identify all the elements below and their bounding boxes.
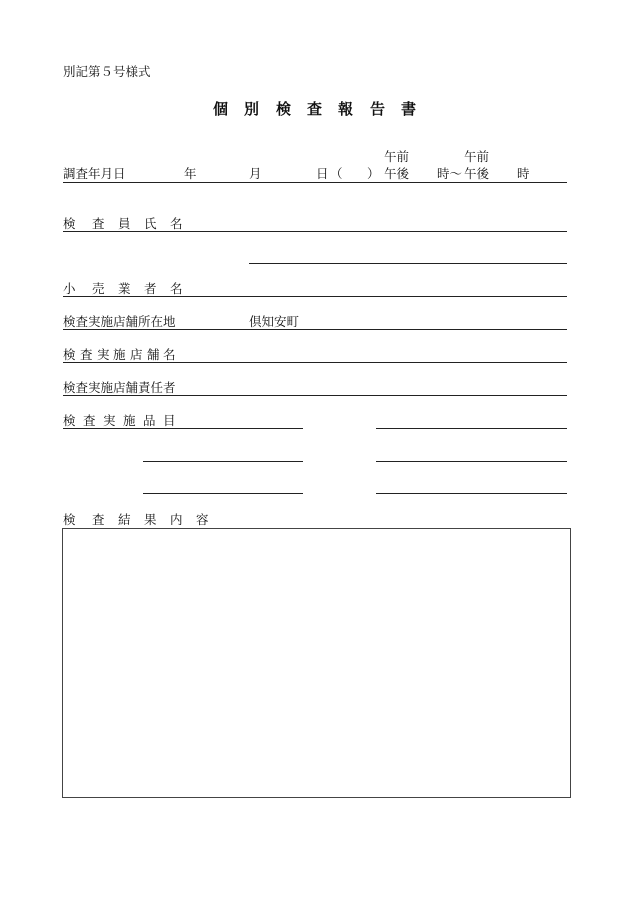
title-char: 査 xyxy=(307,100,323,118)
store-name-label-char: 検 xyxy=(63,347,76,362)
inspector-label-char: 員 xyxy=(118,216,131,231)
pm-label-1: 午後 xyxy=(384,166,410,181)
store-location-label: 検査実施店舗所在地 xyxy=(63,314,176,329)
retailer-label-char: 者 xyxy=(144,281,157,296)
store-name-label-char: 店 xyxy=(130,347,143,362)
store-location-value: 倶知安町 xyxy=(249,314,300,329)
day-unit: 日 xyxy=(316,166,329,181)
store-name-label-char: 舗 xyxy=(147,347,160,362)
retailer-label-char: 売 xyxy=(92,281,105,296)
retailer-name-underline xyxy=(63,296,567,297)
results-label-char: 査 xyxy=(92,512,105,527)
hour-end-label: 時 xyxy=(517,166,530,181)
item-line-left-2 xyxy=(143,461,303,462)
inspection-results-box[interactable] xyxy=(62,528,571,798)
weekday-paren-close: ） xyxy=(367,166,380,181)
item-line-right-3 xyxy=(376,493,567,494)
item-line-left-3 xyxy=(143,493,303,494)
results-label-char: 検 xyxy=(63,512,76,527)
items-label-char: 目 xyxy=(163,413,176,428)
results-label-char: 内 xyxy=(170,512,183,527)
hour-to-label: 時～ xyxy=(437,166,463,181)
store-name-label-char: 名 xyxy=(163,347,176,362)
items-label-char: 施 xyxy=(123,413,136,428)
title-char: 検 xyxy=(276,100,292,118)
title-char: 個 xyxy=(213,100,229,118)
store-name-label-char: 施 xyxy=(113,347,126,362)
store-manager-label: 検査実施店舗責任者 xyxy=(63,380,176,395)
am-label-2: 午前 xyxy=(464,149,490,164)
pm-label-2: 午後 xyxy=(464,166,490,181)
store-name-underline xyxy=(63,362,567,363)
form-number: 別記第５号様式 xyxy=(63,64,151,79)
results-label-char: 結 xyxy=(118,512,131,527)
inspector-label-char: 査 xyxy=(92,216,105,231)
year-unit: 年 xyxy=(184,166,197,181)
store-name-label-char: 実 xyxy=(97,347,110,362)
items-label-char: 実 xyxy=(103,413,116,428)
item-line-right-2 xyxy=(376,461,567,462)
inspector-label-char: 名 xyxy=(170,216,183,231)
am-label-1: 午前 xyxy=(384,149,410,164)
results-label-char: 容 xyxy=(196,512,209,527)
survey-date-underline xyxy=(63,182,567,183)
item-line-left-1 xyxy=(63,428,303,429)
month-unit: 月 xyxy=(249,166,262,181)
store-name-label-char: 査 xyxy=(80,347,93,362)
item-line-right-1 xyxy=(376,428,567,429)
results-label-char: 果 xyxy=(144,512,157,527)
weekday-paren-open: （ xyxy=(330,166,343,181)
items-label-char: 品 xyxy=(143,413,156,428)
inspector-label-char: 氏 xyxy=(144,216,157,231)
inspector-label-char: 検 xyxy=(63,216,76,231)
title-char: 別 xyxy=(244,100,260,118)
items-label-char: 検 xyxy=(63,413,76,428)
retailer-label-char: 名 xyxy=(170,281,183,296)
survey-date-label: 調査年月日 xyxy=(63,166,126,181)
title-char: 書 xyxy=(401,100,417,118)
inspector-name-underline-2 xyxy=(249,263,567,264)
items-label-char: 査 xyxy=(83,413,96,428)
retailer-label-char: 小 xyxy=(63,281,76,296)
title-char: 告 xyxy=(370,100,386,118)
retailer-label-char: 業 xyxy=(118,281,131,296)
title-char: 報 xyxy=(338,100,354,118)
store-manager-underline xyxy=(63,395,567,396)
inspector-name-underline xyxy=(63,231,567,232)
store-location-underline xyxy=(63,329,567,330)
